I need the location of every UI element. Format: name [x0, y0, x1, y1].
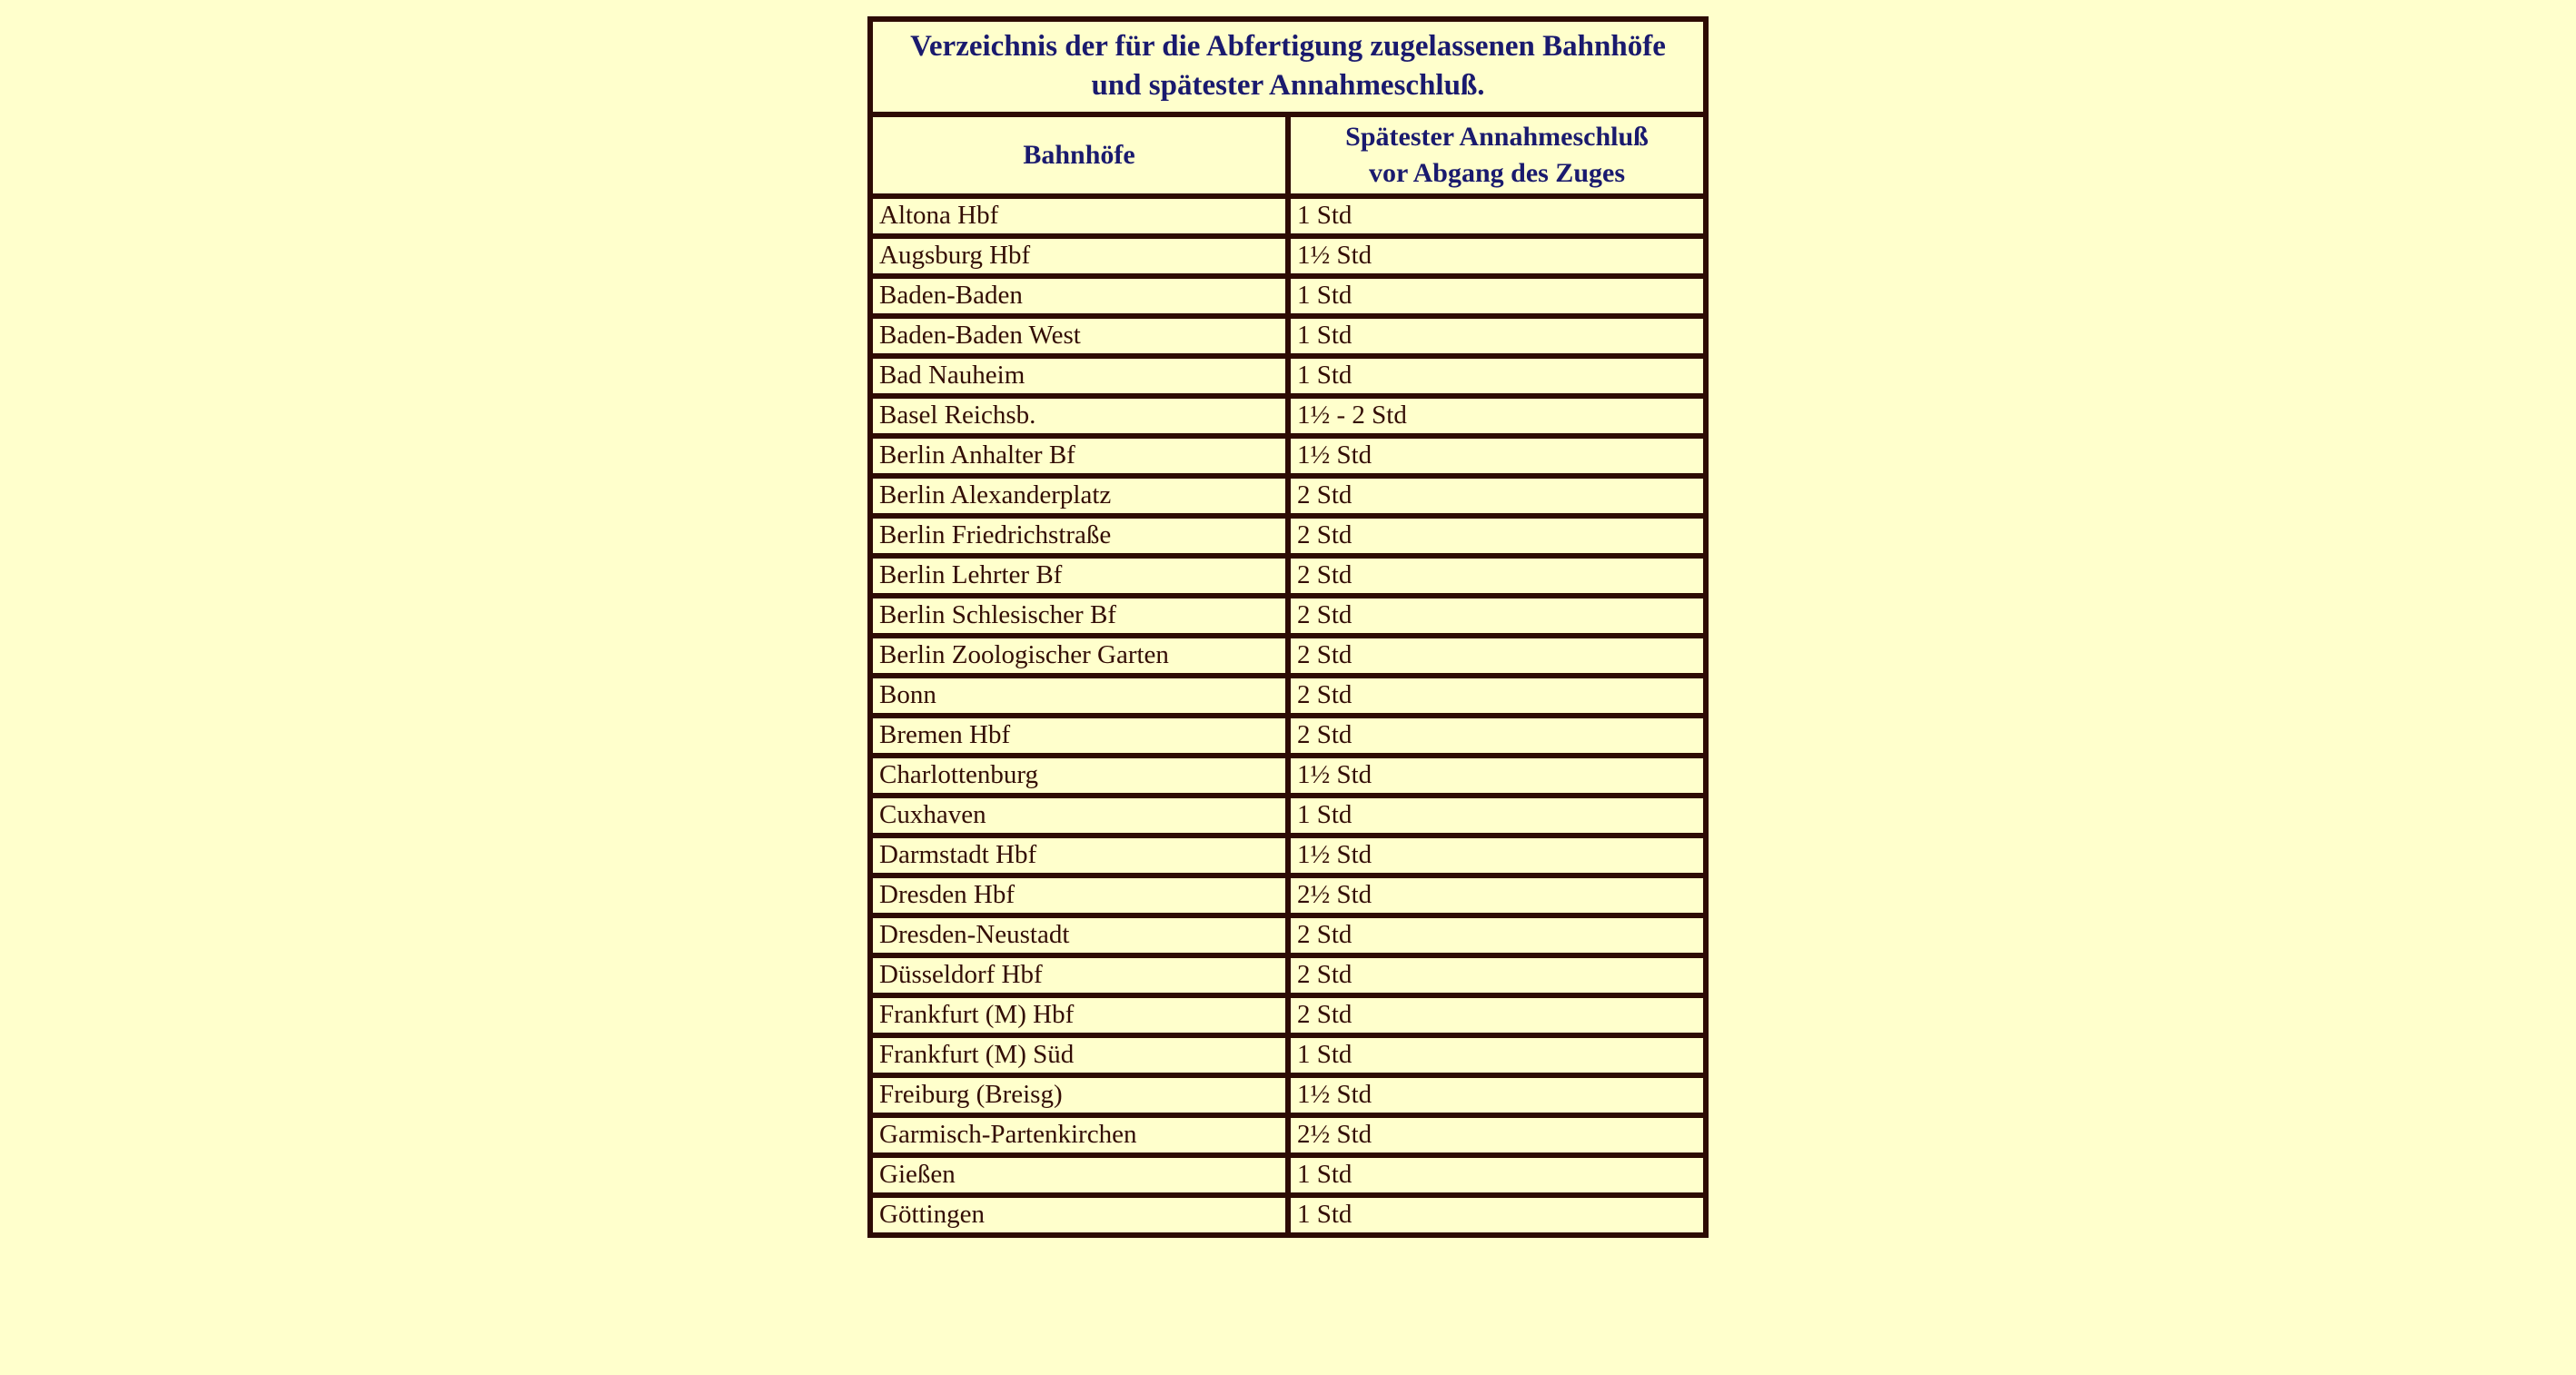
time-column-header	[1288, 114, 1706, 196]
time-cell: 1 Std	[1288, 196, 1706, 236]
station-cell: Basel Reichsb.	[870, 396, 1288, 436]
time-cell: 2½ Std	[1288, 875, 1706, 915]
table-row	[870, 1035, 1706, 1075]
table-row	[870, 516, 1706, 556]
time-cell: 2 Std	[1288, 995, 1706, 1035]
station-cell: Berlin Friedrichstraße	[870, 516, 1288, 556]
table-row	[870, 796, 1706, 836]
table-row	[870, 1115, 1706, 1155]
table-row	[870, 316, 1706, 356]
station-cell: Düsseldorf Hbf	[870, 955, 1288, 995]
time-cell: 1½ - 2 Std	[1288, 396, 1706, 436]
table-row	[870, 1075, 1706, 1115]
table-row	[870, 356, 1706, 396]
time-cell: 2 Std	[1288, 915, 1706, 955]
time-cell: 1 Std	[1288, 1035, 1706, 1075]
time-column-header-line2: vor Abgang des Zuges	[1368, 158, 1625, 188]
station-cell: Darmstadt Hbf	[870, 836, 1288, 875]
station-cell: Cuxhaven	[870, 796, 1288, 836]
time-cell: 2 Std	[1288, 955, 1706, 995]
table-row	[870, 396, 1706, 436]
table-title-line2: und spätester Annahmeschluß.	[1091, 69, 1485, 102]
table-row	[870, 276, 1706, 316]
station-cell: Altona Hbf	[870, 196, 1288, 236]
table-row	[870, 196, 1706, 236]
station-cell: Gießen	[870, 1155, 1288, 1195]
station-cell: Baden-Baden West	[870, 316, 1288, 356]
table-title	[870, 19, 1706, 114]
table-row	[870, 676, 1706, 716]
time-cell: 2 Std	[1288, 636, 1706, 676]
table-title-line1: Verzeichnis der für die Abfertigung zugelassenen Bahnhöfe	[910, 30, 1666, 63]
table-row	[870, 955, 1706, 995]
time-column-header-line1: Spätester Annahmeschluß	[1345, 122, 1649, 152]
time-cell: 2 Std	[1288, 596, 1706, 636]
station-cell: Dresden Hbf	[870, 875, 1288, 915]
column-header-row	[870, 114, 1706, 196]
time-cell: 2 Std	[1288, 716, 1706, 756]
table-row	[870, 1155, 1706, 1195]
time-cell: 1½ Std	[1288, 1075, 1706, 1115]
time-cell: 2½ Std	[1288, 1115, 1706, 1155]
station-cell: Frankfurt (M) Süd	[870, 1035, 1288, 1075]
table-row	[870, 836, 1706, 875]
station-cell: Garmisch-Partenkirchen	[870, 1115, 1288, 1155]
table-row	[870, 756, 1706, 796]
station-cell: Bremen Hbf	[870, 716, 1288, 756]
station-table	[867, 16, 1709, 1238]
station-cell: Bad Nauheim	[870, 356, 1288, 396]
station-cell: Berlin Lehrter Bf	[870, 556, 1288, 596]
station-cell: Berlin Schlesischer Bf	[870, 596, 1288, 636]
table-row	[870, 1195, 1706, 1235]
time-cell: 2 Std	[1288, 676, 1706, 716]
time-cell: 1 Std	[1288, 796, 1706, 836]
time-cell: 1 Std	[1288, 276, 1706, 316]
time-cell: 1½ Std	[1288, 836, 1706, 875]
table-row	[870, 476, 1706, 516]
table-row	[870, 716, 1706, 756]
title-row	[870, 19, 1706, 114]
table-row	[870, 995, 1706, 1035]
time-cell: 1 Std	[1288, 356, 1706, 396]
time-cell: 1 Std	[1288, 1195, 1706, 1235]
station-cell: Freiburg (Breisg)	[870, 1075, 1288, 1115]
station-cell: Berlin Alexanderplatz	[870, 476, 1288, 516]
table-row	[870, 636, 1706, 676]
time-cell: 1 Std	[1288, 1155, 1706, 1195]
station-cell: Baden-Baden	[870, 276, 1288, 316]
table-row	[870, 915, 1706, 955]
table-row	[870, 556, 1706, 596]
station-cell: Berlin Anhalter Bf	[870, 436, 1288, 476]
station-cell: Bonn	[870, 676, 1288, 716]
station-rows	[870, 196, 1706, 1235]
table-row	[870, 596, 1706, 636]
time-cell: 2 Std	[1288, 516, 1706, 556]
time-cell: 1½ Std	[1288, 756, 1706, 796]
station-cell: Charlottenburg	[870, 756, 1288, 796]
time-cell: 1 Std	[1288, 316, 1706, 356]
time-cell: 1½ Std	[1288, 436, 1706, 476]
time-cell: 2 Std	[1288, 556, 1706, 596]
table-row	[870, 875, 1706, 915]
station-cell: Frankfurt (M) Hbf	[870, 995, 1288, 1035]
station-column-header: Bahnhöfe	[870, 114, 1288, 196]
station-cell: Augsburg Hbf	[870, 236, 1288, 276]
time-cell: 1½ Std	[1288, 236, 1706, 276]
table-row	[870, 436, 1706, 476]
table-row	[870, 236, 1706, 276]
station-cell: Berlin Zoologischer Garten	[870, 636, 1288, 676]
station-table-head	[870, 19, 1706, 196]
station-cell: Göttingen	[870, 1195, 1288, 1235]
time-cell: 2 Std	[1288, 476, 1706, 516]
station-cell: Dresden-Neustadt	[870, 915, 1288, 955]
